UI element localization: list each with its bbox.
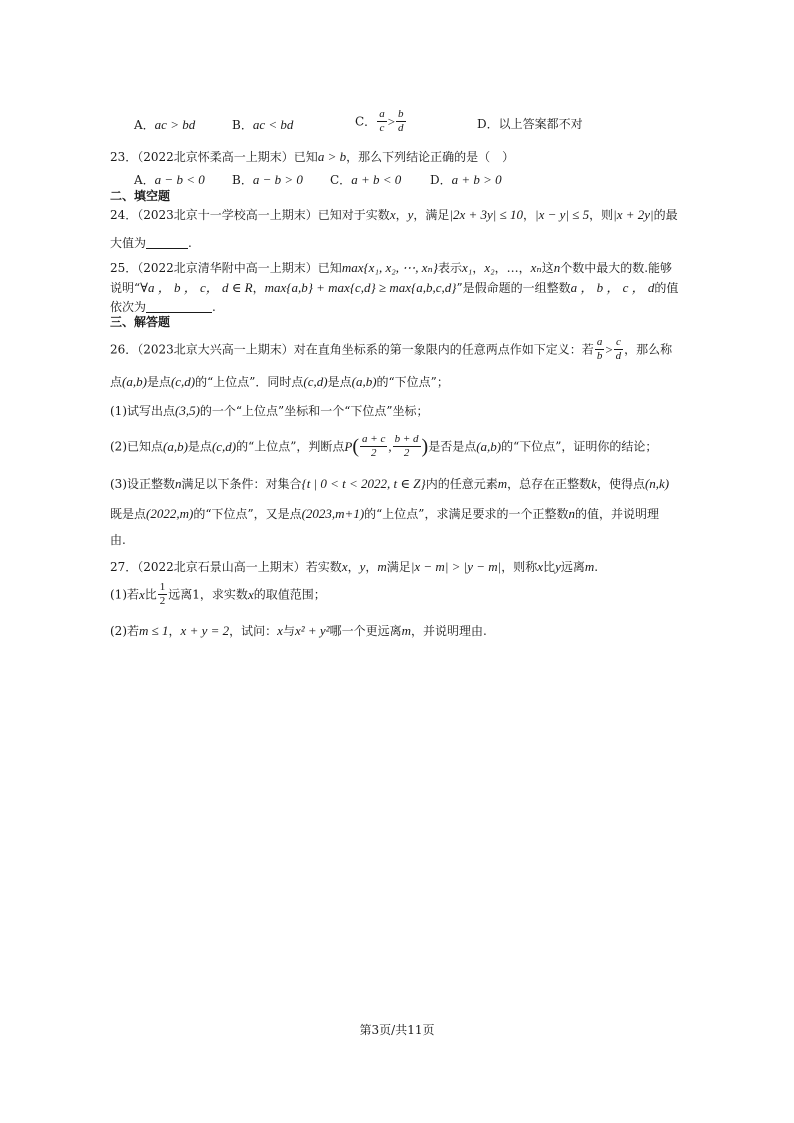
q22-option-c: C． $\frac{a}{c}$ > $\frac{b}{d}$ xyxy=(355,108,404,134)
question-26-part2: (2)已知点(a,b)是点(c,d)的“上位点”，判断点P( $\frac{a + c}{2}$ , $\frac{b + d}{2}$ )是否是点(a,b)的“下位点”，证明你的结论； xyxy=(110,433,658,459)
fraction: $\frac{a + c}{2}$ xyxy=(362,433,386,459)
section-title-answer: 三、解答题 xyxy=(110,315,171,329)
question-26-part3: (3)设正整数n满足以下条件：对集合{t | 0 < t < 2022, t ∈ Z}内的任意元素m，总存在正整数k，使得点(n,k) xyxy=(110,476,670,491)
fraction: $\frac{a}{c}$ xyxy=(379,108,385,134)
question-26-part3-line3: 由. xyxy=(110,533,126,547)
question-26-line1: 26．（2023北京大兴高一上期末）对在直角坐标系的第一象限内的任意两点作如下定义：若 $\frac{a}{b}$ > $\frac{c}{d}$ ，那么称 xyxy=(110,336,673,362)
question-23-stem: 23．（2022北京怀柔高一上期末）已知a > b，那么下列结论正确的是（ ） xyxy=(110,149,515,164)
q23-option-a: A．a − b < 0 xyxy=(134,172,205,187)
q23-option-b: B．a − b > 0 xyxy=(232,172,303,187)
fraction: $\frac{b + d}{2}$ xyxy=(394,433,419,459)
question-27-part1: (1)若x比 $\frac{1}{2}$ 远离1，求实数x的取值范围； xyxy=(110,581,326,607)
question-26-part1: (1)试写出点(3,5)的一个“上位点”坐标和一个“下位点”坐标； xyxy=(110,403,429,418)
q22-option-a: A．ac > bd xyxy=(134,117,196,132)
fraction: $\frac{a}{b}$ xyxy=(596,336,603,362)
answer-blank xyxy=(146,236,188,249)
question-27-part2: (2)若m ≤ 1，x + y = 2，试问：x与x² + y²哪一个更远离m，并说明理由. xyxy=(110,623,487,638)
q23-option-c: C．a + b < 0 xyxy=(330,172,402,187)
fraction: $\frac{b}{d}$ xyxy=(398,108,404,134)
fraction: $\frac{c}{d}$ xyxy=(615,336,622,362)
question-26-line2: 点(a,b)是点(c,d)的“上位点”．同时点(c,d)是点(a,b)的“下位点”； xyxy=(110,374,449,389)
fraction: $\frac{1}{2}$ xyxy=(159,581,166,607)
question-26-part3-line2: 既是点(2022,m)的“下位点”，又是点(2023,m+1)的“上位点”，求满足要求的一个正整数n的值，并说明理 xyxy=(110,506,659,521)
q23-option-d: D．a + b > 0 xyxy=(430,172,502,187)
question-27-stem: 27．（2022北京石景山高一上期末）若实数x，y，m满足|x − m| > |y − m|，则称x比y远离m. xyxy=(110,559,599,574)
answer-blank xyxy=(146,300,212,313)
q22-option-d: D．以上答案都不对 xyxy=(477,117,583,131)
page-footer: 第3页/共11页 xyxy=(359,1023,435,1037)
section-title-fill-in: 二、填空题 xyxy=(110,189,171,203)
question-24-line1: 24．（2023北京十一学校高一上期末）已知对于实数x，y，满足|2x + 3y| ≤ 10，|x − y| ≤ 5，则|x + 2y|的最 xyxy=(110,207,678,222)
question-25-line1: 25．（2022北京清华附中高一上期末）已知max{x₁, x₂, ⋯, xₙ}表示x₁，x₂，…，xₙ这n个数中最大的数.能够 xyxy=(110,260,673,275)
question-25-line3: 依次为 . xyxy=(110,300,216,314)
q22-option-b: B．ac < bd xyxy=(232,117,294,132)
question-25-line2: 说明“∀a ， b ， c， d ∈ R，max{a,b} + max{c,d} ≥ max{a,b,c,d}”是假命题的一组整数a ， b ， c ， d的值 xyxy=(110,280,679,295)
question-24-line2: 大值为 . xyxy=(110,236,192,250)
